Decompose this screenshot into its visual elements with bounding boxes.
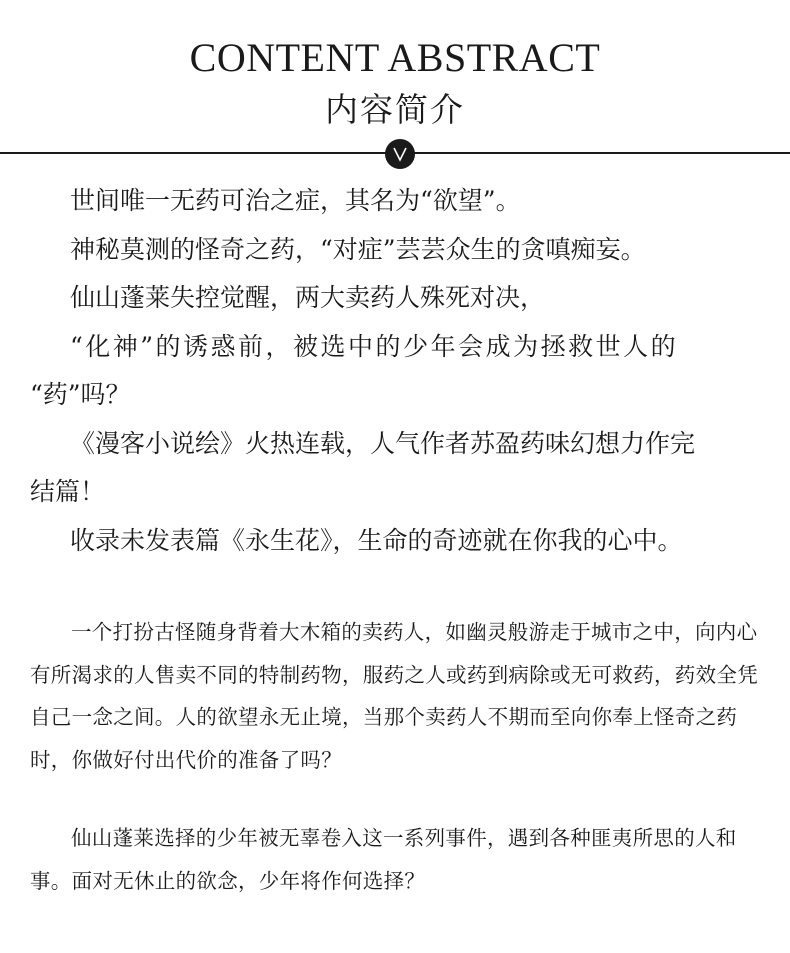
page-title-chinese: 内容简介 xyxy=(325,90,465,129)
page-title-english: CONTENT ABSTRACT xyxy=(189,35,601,80)
intro-line: 收录未发表篇《永生花》，生命的奇迹就在你我的心中。 xyxy=(70,525,683,555)
divider-badge xyxy=(385,139,415,169)
intro-line: 神秘莫测的怪奇之药，“对症”芸芸众生的贪嗔痴妄。 xyxy=(70,234,646,264)
chevron-down-icon xyxy=(385,139,415,169)
intro-section xyxy=(0,177,790,565)
header xyxy=(0,0,790,175)
synopsis-paragraph-1 xyxy=(30,611,775,781)
synopsis-paragraph-2 xyxy=(30,817,775,902)
intro-line: 《漫客小说绘》火热连载，人气作者苏盈药味幻想力作完 xyxy=(70,428,696,458)
intro-line: 仙山蓬莱失控觉醒，两大卖药人殊死对决， xyxy=(70,283,546,312)
paragraph-text: 一个打扮古怪随身背着大木箱的卖药人，如幽灵般游走于城市之中，向内心有所渴求的人售卖不同的特制药物，服药之人或药到病除或无可救药，药效全凭自己一念之间。人的欲望永无止境，当那个卖药人不期而至向你奉上怪奇之药时，你做好付出代价的准备了吗？ xyxy=(30,620,758,772)
paragraph-text: 仙山蓬莱选择的少年被无辜卷入这一系列事件，遇到各种匪夷所思的人和事。面对无休止的欲念，少年将作何选择？ xyxy=(30,826,737,893)
intro-line: “化神”的诱惑前，被选中的少年会成为拯救世人的 xyxy=(70,331,679,361)
intro-line: 世间唯一无药可治之症，其名为“欲望”。 xyxy=(70,186,521,215)
intro-line: 结篇！ xyxy=(30,477,106,506)
intro-line: “药”吗？ xyxy=(30,380,131,409)
